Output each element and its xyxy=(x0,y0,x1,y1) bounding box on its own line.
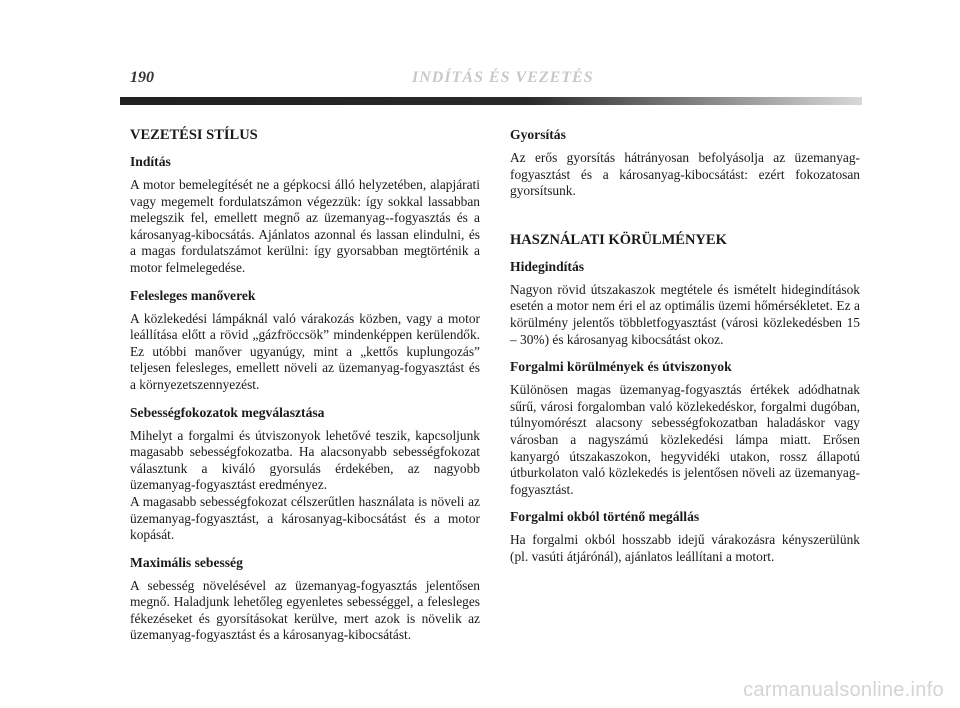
heading-starting: Indítás xyxy=(130,154,171,169)
heading-acceleration: Gyorsítás xyxy=(510,127,566,142)
paragraph-gear-selection-2: A magasabb sebességfokozat célszerűtlen használata is növeli az üzemanyag-fogyasztást, a károsanyag-kibocsátást és a motor kopását. xyxy=(130,493,480,543)
paragraph-traffic-and-road-conditions: Különösen magas üzemanyag-fogyasztás értékek adódhatnak sűrű, városi forgalomban való közlekedéskor, forgalmi dugóban, túlnyomórészt alacsony sebességfokozatban haladáskor vagy városban a nagyszámú közlekedési lámpa miatt. Erősen kanyargó útszakaszokon, hegyvidéki utakon, rossz állapotú útburkolaton való közlekedés is jelentősen növeli az üzemanyag-fogyasztást. xyxy=(510,382,860,497)
paragraph-acceleration: Az erős gyorsítás hátrányosan befolyásolja az üzemanyag-fogyasztást és a károsanyag-kibocsátást: ezért fokozatosan gyorsítsunk. xyxy=(510,150,860,199)
running-head: INDÍTÁS ÉS VEZETÉS xyxy=(412,69,594,86)
section-title-operating-conditions: HASZNÁLATI KÖRÜLMÉNYEK xyxy=(510,231,727,248)
watermark: carmanualsonline.info xyxy=(743,679,944,701)
paragraph-traffic-stops: Ha forgalmi okból hosszabb idejű várakozásra kényszerülünk (pl. vasúti átjárónál), ajánlatos leállítani a motort. xyxy=(510,532,860,564)
paragraph-cold-start: Nagyon rövid útszakaszok megtétele és ismételt hidegindítások esetén a motor nem éri el az optimális üzemi hőmérsékletet. Ez a körülmény jelentős többletfogyasztást (városi közlekedésben 15 – 30%) és károsanyag kibocsátást okoz. xyxy=(510,281,860,347)
heading-maximum-speed: Maximális sebesség xyxy=(130,554,243,570)
paragraph-maximum-speed: A sebesség növelésével az üzemanyag-fogyasztás jelentősen megnő. Haladjunk lehetőleg egyenletes sebességgel, a felesleges fékezéseket és gyorsításokat kerülve, mert azok is növelik az üzemanyag-fogyasztást és a károsanyag-kibocsátást. xyxy=(130,577,480,643)
paragraph-gear-selection-1: Mihelyt a forgalmi és útviszonyok lehetővé teszik, kapcsoljunk magasabb sebességfokozatba. Ha alacsonyabb sebességfokozat választunk a kiváló gyorsulás érdekében, az nagyobb üzemanyag-fogyasztást eredményez. xyxy=(130,427,480,493)
section-spacer xyxy=(510,210,860,231)
header-rule xyxy=(120,97,862,105)
paragraph-unnecessary-manoeuvres: A közlekedési lámpáknál való várakozás közben, vagy a motor leállítása előtt a rövid „gázfröccsök” mindenképpen kerülendők. Ez utóbbi manőver ugyanúgy, mint a „kettős kuplungozás” teljesen felesleges, emellett növeli az üzemanyag-fogyasztást és a környezetszennyezést. xyxy=(130,310,480,392)
left-column xyxy=(130,126,480,654)
heading-traffic-stops: Forgalmi okból történő megállás xyxy=(510,509,700,525)
heading-cold-start: Hidegindítás xyxy=(510,258,585,274)
section-title-driving-style: VEZETÉSI STÍLUS xyxy=(130,127,258,143)
heading-gear-selection: Sebességfokozatok megválasztása xyxy=(130,404,325,420)
heading-traffic-and-road-conditions: Forgalmi körülmények és útviszonyok xyxy=(510,359,732,375)
paragraph-starting: A motor bemelegítését ne a gépkocsi álló helyzetében, alapjárati vagy megemelt fordulatszámon végezzük: így sokkal lassabban melegszik fel, emellett megnő az üzemanyag--fogyasztás és a károsanyag-kibocsátás. Ajánlatos azonnal és lassan elindulni, és a magas fordulatszámot kerülni: így gyorsabban megtörténik a motor felmelegedése. xyxy=(130,177,480,275)
heading-unnecessary-manoeuvres: Felesleges manőverek xyxy=(130,287,256,303)
page-number: 190 xyxy=(130,69,154,86)
right-column xyxy=(510,126,860,576)
